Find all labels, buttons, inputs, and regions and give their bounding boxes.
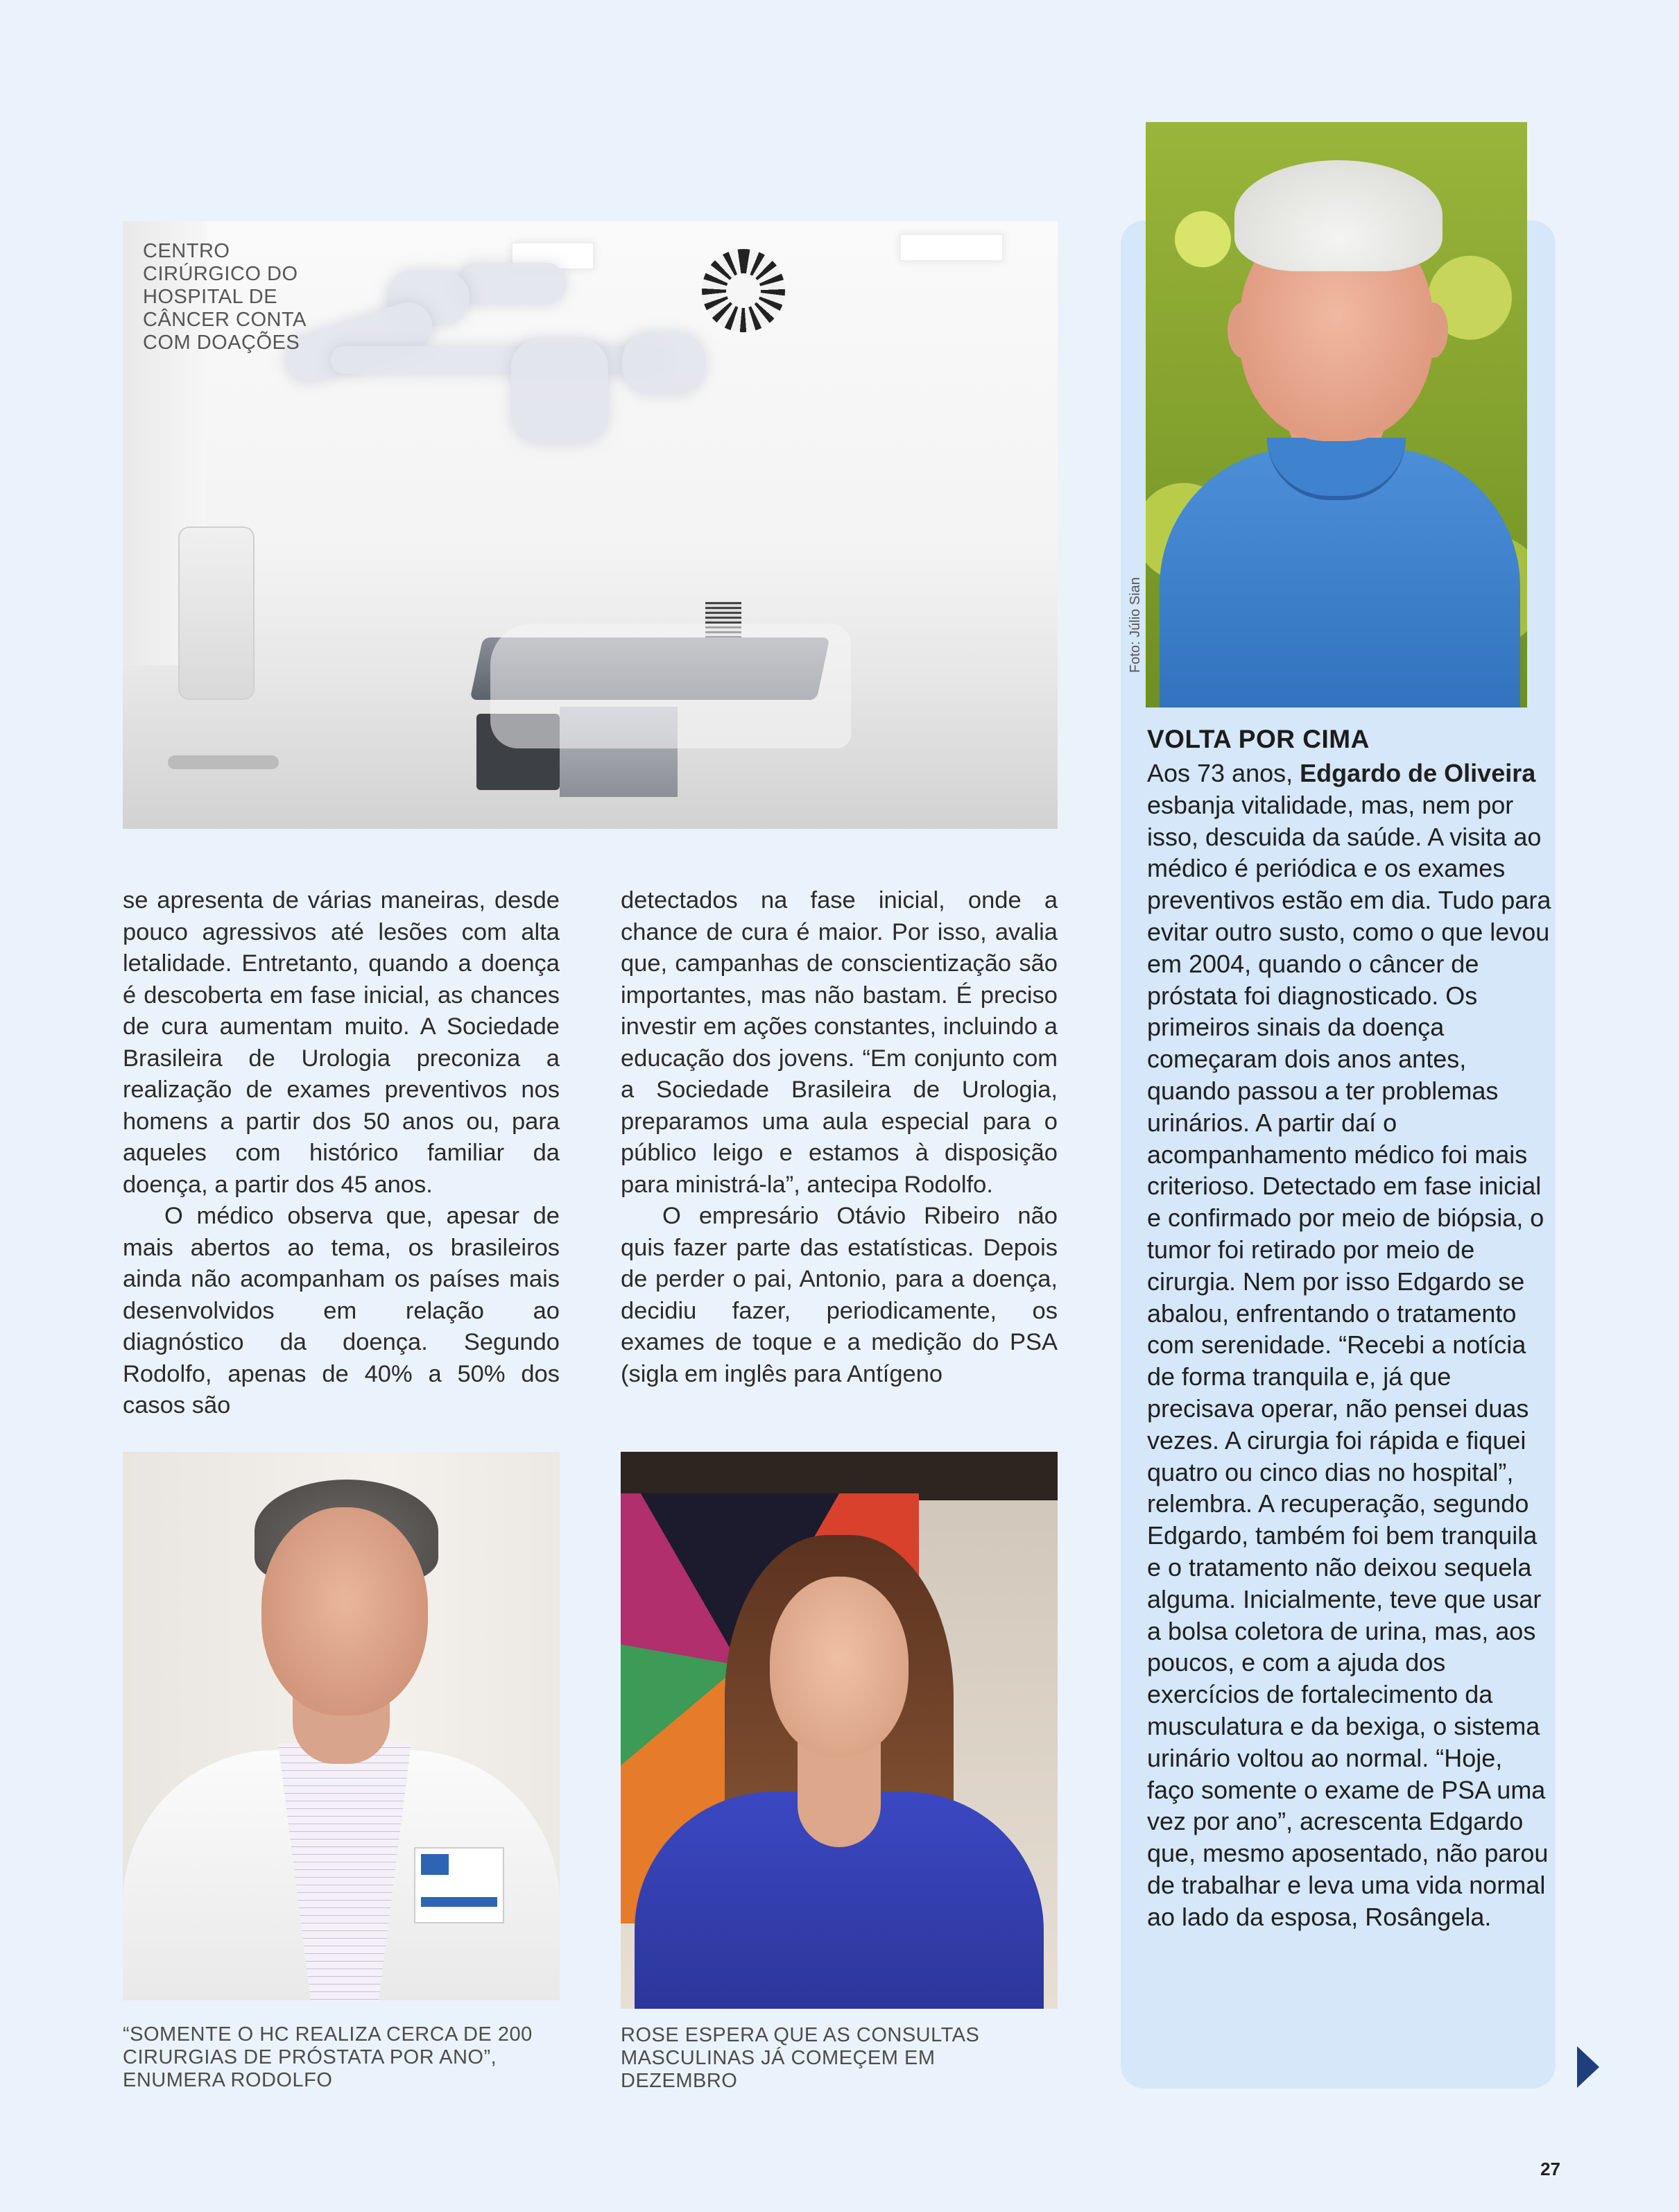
rodolfo-portrait-photo <box>123 1452 560 2000</box>
rose-photo-caption: ROSE ESPERA QUE AS CONSULTAS MASCULINAS JÁ COMEÇEM EM DEZEMBRO <box>621 2024 980 2092</box>
article-paragraph: O empresário Otávio Ribeiro não quis fazer parte das estatísticas. Depois de perder o pai, Antonio, para a doença, decidiu fazer, periodicamente, os exames de toque e a medição do PSA (sigla em inglês para Antígeno <box>621 1203 1058 1387</box>
next-page-arrow-icon[interactable] <box>1577 2046 1599 2088</box>
sidebar-intro: Aos 73 anos, <box>1147 759 1300 787</box>
operating-room-caption: CENTRO CIRÚRGICO DO HOSPITAL DE CÂNCER CONTA COM DOAÇÕES <box>143 240 306 354</box>
sidebar-name: Edgardo de Oliveira <box>1300 759 1536 787</box>
sidebar-title: VOLTA POR CIMA <box>1147 725 1370 753</box>
photo-credit: Foto: Júlio Sian <box>1128 577 1143 673</box>
sidebar-text <box>1147 757 1553 1932</box>
article-paragraph: O médico observa que, apesar de mais abertos ao tema, os brasileiros ainda não acompanham os países mais desenvolvidos em relação ao diagnóstico da doença. Segundo Rodolfo, apenas de 40% a 50% dos casos são <box>123 1203 560 1418</box>
sidebar-body: esbanja vitalidade, mas, nem por isso, descuida da saúde. A visita ao médico é periódica e os exames preventivos estão em dia. Tudo para evitar outro susto, como o que levou em 2004, quando o câncer de próstata foi diagnosticado. Os primeiros sinais da doença começaram dois anos antes, quando passou a ter problemas urinários. A partir daí o acompanhamento médico foi mais criterioso. Detectado em fase inicial e confirmado por meio de biópsia, o tumor foi retirado por meio de cirurgia. Nem por isso Edgardo se abalou, enfrentando o tratamento com serenidade. “Recebi a notícia de forma tranquila e, já que precisava operar, não pensei duas vezes. A cirurgia foi rápida e fiquei quatro ou cinco dias no hospital”, relembra. A recuperação, segundo Edgardo, também foi bem tranquila e o tratamento não deixou sequela alguma. Inicialmente, teve que usar a bolsa coletora de urina, mas, aos poucos, e com a ajuda dos exercícios de fortalecimento da musculatura e da bexiga, o sistema urinário voltou ao normal. “Hoje, faço somente o exame de PSA uma vez por ano”, acrescenta Edgardo que, mesmo aposentado, não parou de trabalhar e leva uma vida normal ao lado da esposa, Rosângela. <box>1147 790 1551 1931</box>
article-column-1 <box>123 885 560 1422</box>
rose-portrait-photo <box>621 1452 1058 2009</box>
edgardo-portrait-photo <box>1146 122 1527 708</box>
article-column-2 <box>621 885 1058 1390</box>
article-paragraph: detectados na fase inicial, onde a chance de cura é maior. Por isso, avalia que, campanhas de conscientização são importantes, mas não bastam. É preciso investir em ações constantes, incluindo a educação dos jovens. “Em conjunto com a Sociedade Brasileira de Urologia, preparamos uma aula especial para o público leigo e estamos à disposição para ministrá-la”, antecipa Rodolfo. <box>621 887 1058 1198</box>
page-number: 27 <box>1540 2159 1560 2179</box>
rodolfo-photo-caption: “SOMENTE O HC REALIZA CERCA DE 200 CIRURGIAS DE PRÓSTATA POR ANO”, ENUMERA RODOLFO <box>123 2023 533 2091</box>
article-paragraph: se apresenta de várias maneiras, desde pouco agressivos até lesões com alta letalidade. Entretanto, quando a doença é descoberta em fase inicial, as chances de cura aumentam muito. A Sociedade Brasileira de Urologia preconiza a realização de exames preventivos nos homens a partir dos 50 anos ou, para aqueles com histórico familiar da doença, a partir dos 45 anos. <box>123 887 560 1198</box>
